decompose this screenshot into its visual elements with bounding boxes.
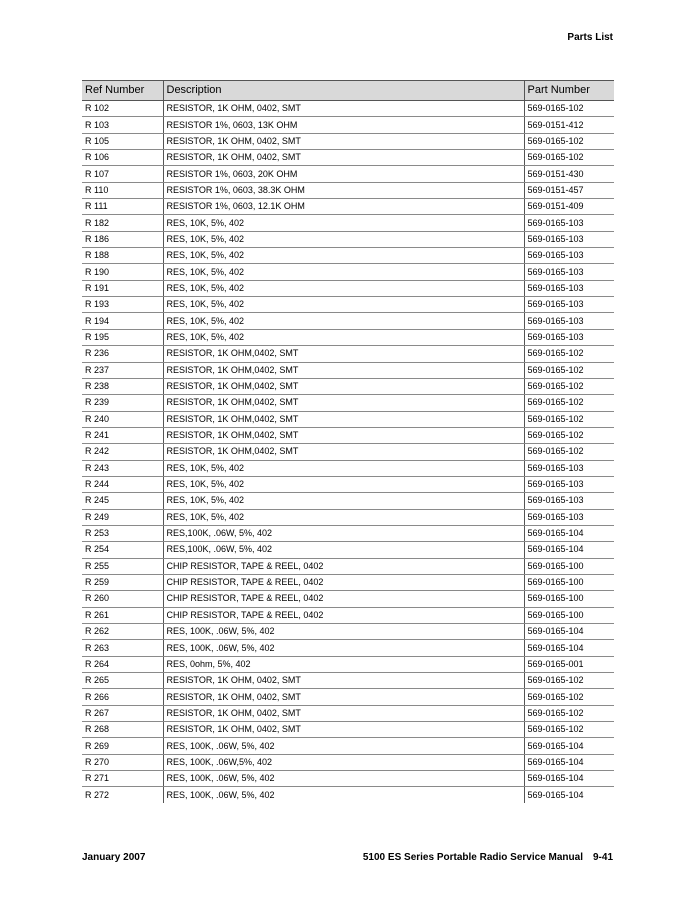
cell-ref-number: R 269	[82, 738, 163, 754]
table-row	[82, 395, 614, 411]
cell-part-number: 569-0165-102	[524, 362, 614, 378]
cell-ref-number: R 245	[82, 493, 163, 509]
cell-ref-number: R 263	[82, 640, 163, 656]
cell-description: RES,100K, .06W, 5%, 402	[163, 525, 524, 541]
table-row	[82, 231, 614, 247]
cell-part-number: 569-0165-102	[524, 444, 614, 460]
cell-ref-number: R 191	[82, 280, 163, 296]
cell-description: RES, 10K, 5%, 402	[163, 248, 524, 264]
cell-description: RES,100K, .06W, 5%, 402	[163, 542, 524, 558]
cell-description: RESISTOR, 1K OHM, 0402, SMT	[163, 689, 524, 705]
table-row	[82, 591, 614, 607]
table-row	[82, 787, 614, 803]
table-row	[82, 754, 614, 770]
cell-part-number: 569-0165-100	[524, 558, 614, 574]
table-row	[82, 444, 614, 460]
cell-description: RES, 100K, .06W, 5%, 402	[163, 787, 524, 803]
cell-part-number: 569-0165-102	[524, 673, 614, 689]
cell-description: RES, 100K, .06W, 5%, 402	[163, 640, 524, 656]
cell-description: RES, 10K, 5%, 402	[163, 476, 524, 492]
cell-description: RES, 10K, 5%, 402	[163, 264, 524, 280]
cell-part-number: 569-0165-102	[524, 346, 614, 362]
cell-part-number: 569-0151-409	[524, 199, 614, 215]
cell-ref-number: R 111	[82, 199, 163, 215]
cell-part-number: 569-0165-103	[524, 313, 614, 329]
cell-part-number: 569-0165-102	[524, 411, 614, 427]
cell-ref-number: R 236	[82, 346, 163, 362]
cell-description: RES, 100K, .06W,5%, 402	[163, 754, 524, 770]
table-row	[82, 362, 614, 378]
footer-manual-title: 5100 ES Series Portable Radio Service Manual	[362, 852, 583, 863]
cell-ref-number: R 182	[82, 215, 163, 231]
cell-description: RESISTOR, 1K OHM, 0402, SMT	[163, 133, 524, 149]
cell-ref-number: R 194	[82, 313, 163, 329]
cell-description: RESISTOR 1%, 0603, 12.1K OHM	[163, 199, 524, 215]
table-row	[82, 378, 614, 394]
cell-part-number: 569-0165-102	[524, 395, 614, 411]
table-row	[82, 133, 614, 149]
cell-description: RES, 10K, 5%, 402	[163, 509, 524, 525]
cell-description: RESISTOR 1%, 0603, 13K OHM	[163, 117, 524, 133]
cell-description: RESISTOR, 1K OHM,0402, SMT	[163, 411, 524, 427]
cell-part-number: 569-0165-104	[524, 624, 614, 640]
cell-ref-number: R 265	[82, 673, 163, 689]
cell-part-number: 569-0165-103	[524, 460, 614, 476]
table-row	[82, 166, 614, 182]
column-header-part-number: Part Number	[524, 81, 614, 101]
table-row	[82, 460, 614, 476]
cell-description: RESISTOR, 1K OHM,0402, SMT	[163, 346, 524, 362]
footer-page-number: 9-41	[592, 852, 613, 863]
table-row	[82, 493, 614, 509]
table-row	[82, 607, 614, 623]
table-row	[82, 722, 614, 738]
cell-part-number: 569-0165-102	[524, 150, 614, 166]
footer-date: January 2007	[82, 852, 146, 863]
column-header-ref-number: Ref Number	[82, 81, 163, 101]
cell-ref-number: R 244	[82, 476, 163, 492]
cell-part-number: 569-0151-430	[524, 166, 614, 182]
cell-ref-number: R 254	[82, 542, 163, 558]
cell-ref-number: R 267	[82, 705, 163, 721]
table-row	[82, 117, 614, 133]
cell-ref-number: R 238	[82, 378, 163, 394]
cell-part-number: 569-0165-104	[524, 754, 614, 770]
cell-part-number: 569-0165-104	[524, 640, 614, 656]
cell-ref-number: R 242	[82, 444, 163, 460]
table-row	[82, 673, 614, 689]
table-row	[82, 624, 614, 640]
cell-description: RESISTOR 1%, 0603, 20K OHM	[163, 166, 524, 182]
cell-description: RESISTOR, 1K OHM,0402, SMT	[163, 444, 524, 460]
cell-ref-number: R 103	[82, 117, 163, 133]
cell-ref-number: R 239	[82, 395, 163, 411]
table-row	[82, 248, 614, 264]
table-row	[82, 574, 614, 590]
cell-part-number: 569-0165-104	[524, 787, 614, 803]
cell-ref-number: R 186	[82, 231, 163, 247]
cell-part-number: 569-0165-103	[524, 248, 614, 264]
cell-description: CHIP RESISTOR, TAPE & REEL, 0402	[163, 574, 524, 590]
table-row	[82, 738, 614, 754]
cell-description: RES, 10K, 5%, 402	[163, 313, 524, 329]
parts-list-table	[82, 80, 614, 803]
cell-part-number: 569-0165-103	[524, 493, 614, 509]
cell-part-number: 569-0165-104	[524, 542, 614, 558]
cell-description: RESISTOR, 1K OHM, 0402, SMT	[163, 673, 524, 689]
table-row	[82, 509, 614, 525]
footer-right	[363, 852, 613, 863]
table-row	[82, 264, 614, 280]
cell-part-number: 569-0165-102	[524, 705, 614, 721]
cell-ref-number: R 106	[82, 150, 163, 166]
table-row	[82, 656, 614, 672]
cell-description: RES, 10K, 5%, 402	[163, 215, 524, 231]
table-body	[82, 101, 614, 803]
table-row	[82, 215, 614, 231]
cell-part-number: 569-0165-104	[524, 738, 614, 754]
table-row	[82, 525, 614, 541]
cell-description: RESISTOR, 1K OHM, 0402, SMT	[163, 722, 524, 738]
table-header	[82, 81, 614, 101]
cell-description: RESISTOR, 1K OHM,0402, SMT	[163, 378, 524, 394]
table-row	[82, 150, 614, 166]
table-row	[82, 411, 614, 427]
cell-ref-number: R 102	[82, 101, 163, 117]
cell-ref-number: R 271	[82, 771, 163, 787]
cell-part-number: 569-0165-104	[524, 525, 614, 541]
table-row	[82, 427, 614, 443]
cell-part-number: 569-0151-412	[524, 117, 614, 133]
cell-ref-number: R 188	[82, 248, 163, 264]
cell-part-number: 569-0165-103	[524, 329, 614, 345]
cell-description: RES, 10K, 5%, 402	[163, 297, 524, 313]
table-row	[82, 476, 614, 492]
table-row	[82, 640, 614, 656]
cell-ref-number: R 105	[82, 133, 163, 149]
cell-part-number: 569-0165-104	[524, 771, 614, 787]
cell-part-number: 569-0165-103	[524, 476, 614, 492]
cell-description: RES, 0ohm, 5%, 402	[163, 656, 524, 672]
cell-ref-number: R 266	[82, 689, 163, 705]
cell-ref-number: R 255	[82, 558, 163, 574]
cell-description: RES, 10K, 5%, 402	[163, 460, 524, 476]
cell-ref-number: R 262	[82, 624, 163, 640]
cell-part-number: 569-0165-102	[524, 689, 614, 705]
table-row	[82, 280, 614, 296]
cell-part-number: 569-0165-103	[524, 215, 614, 231]
cell-description: RESISTOR, 1K OHM, 0402, SMT	[163, 705, 524, 721]
cell-description: RES, 100K, .06W, 5%, 402	[163, 624, 524, 640]
cell-description: RESISTOR, 1K OHM,0402, SMT	[163, 362, 524, 378]
cell-ref-number: R 260	[82, 591, 163, 607]
table-row	[82, 771, 614, 787]
cell-description: RESISTOR, 1K OHM, 0402, SMT	[163, 101, 524, 117]
cell-description: RES, 100K, .06W, 5%, 402	[163, 738, 524, 754]
cell-description: RESISTOR, 1K OHM,0402, SMT	[163, 427, 524, 443]
cell-description: RES, 100K, .06W, 5%, 402	[163, 771, 524, 787]
table-row	[82, 182, 614, 198]
cell-description: RESISTOR, 1K OHM, 0402, SMT	[163, 150, 524, 166]
cell-description: RES, 10K, 5%, 402	[163, 231, 524, 247]
cell-ref-number: R 270	[82, 754, 163, 770]
table-row	[82, 542, 614, 558]
cell-description: RES, 10K, 5%, 402	[163, 493, 524, 509]
cell-ref-number: R 268	[82, 722, 163, 738]
cell-part-number: 569-0165-102	[524, 378, 614, 394]
table-row	[82, 558, 614, 574]
cell-part-number: 569-0165-100	[524, 574, 614, 590]
cell-ref-number: R 272	[85, 789, 110, 800]
cell-ref-number: R 195	[82, 329, 163, 345]
cell-description: RES, 10K, 5%, 402	[163, 329, 524, 345]
table-row	[82, 329, 614, 345]
cell-ref-number: R 253	[82, 525, 163, 541]
cell-part-number: 569-0165-102	[524, 133, 614, 149]
cell-ref-number: R 259	[82, 574, 163, 590]
table-row	[82, 689, 614, 705]
cell-part-number: 569-0165-103	[524, 264, 614, 280]
cell-ref-number: R 249	[82, 509, 163, 525]
table-row	[82, 705, 614, 721]
table-header-row	[82, 81, 614, 101]
cell-ref-number: R 193	[82, 297, 163, 313]
cell-ref-number: R 243	[82, 460, 163, 476]
cell-ref-number: R 110	[82, 182, 163, 198]
cell-part-number: 569-0165-103	[524, 509, 614, 525]
table-row	[82, 297, 614, 313]
cell-part-number: 569-0165-001	[524, 656, 614, 672]
cell-ref-number: R 237	[82, 362, 163, 378]
table-row	[82, 101, 614, 117]
cell-part-number: 569-0165-102	[524, 427, 614, 443]
cell-ref-number: R 261	[82, 607, 163, 623]
cell-description: CHIP RESISTOR, TAPE & REEL, 0402	[163, 591, 524, 607]
table-row	[82, 199, 614, 215]
cell-part-number: 569-0165-102	[524, 101, 614, 117]
cell-description: RESISTOR 1%, 0603, 38.3K OHM	[163, 182, 524, 198]
cell-description: RES, 10K, 5%, 402	[163, 280, 524, 296]
cell-part-number: 569-0165-102	[524, 722, 614, 738]
cell-ref-number: R 190	[82, 264, 163, 280]
cell-part-number: 569-0165-103	[524, 280, 614, 296]
cell-ref-number: R 241	[82, 427, 163, 443]
cell-part-number: 569-0165-100	[524, 607, 614, 623]
cell-ref-number: R 107	[82, 166, 163, 182]
table-row	[82, 313, 614, 329]
page-header-title: Parts List	[567, 32, 613, 43]
cell-part-number: 569-0165-100	[524, 591, 614, 607]
table-row	[82, 346, 614, 362]
column-header-description: Description	[163, 81, 524, 101]
cell-description: CHIP RESISTOR, TAPE & REEL, 0402	[163, 607, 524, 623]
cell-part-number: 569-0151-457	[524, 182, 614, 198]
cell-description: CHIP RESISTOR, TAPE & REEL, 0402	[163, 558, 524, 574]
cell-part-number: 569-0165-103	[524, 231, 614, 247]
cell-part-number: 569-0165-103	[524, 297, 614, 313]
cell-ref-number: R 264	[82, 656, 163, 672]
cell-description: RESISTOR, 1K OHM,0402, SMT	[163, 395, 524, 411]
cell-ref-number: R 240	[82, 411, 163, 427]
